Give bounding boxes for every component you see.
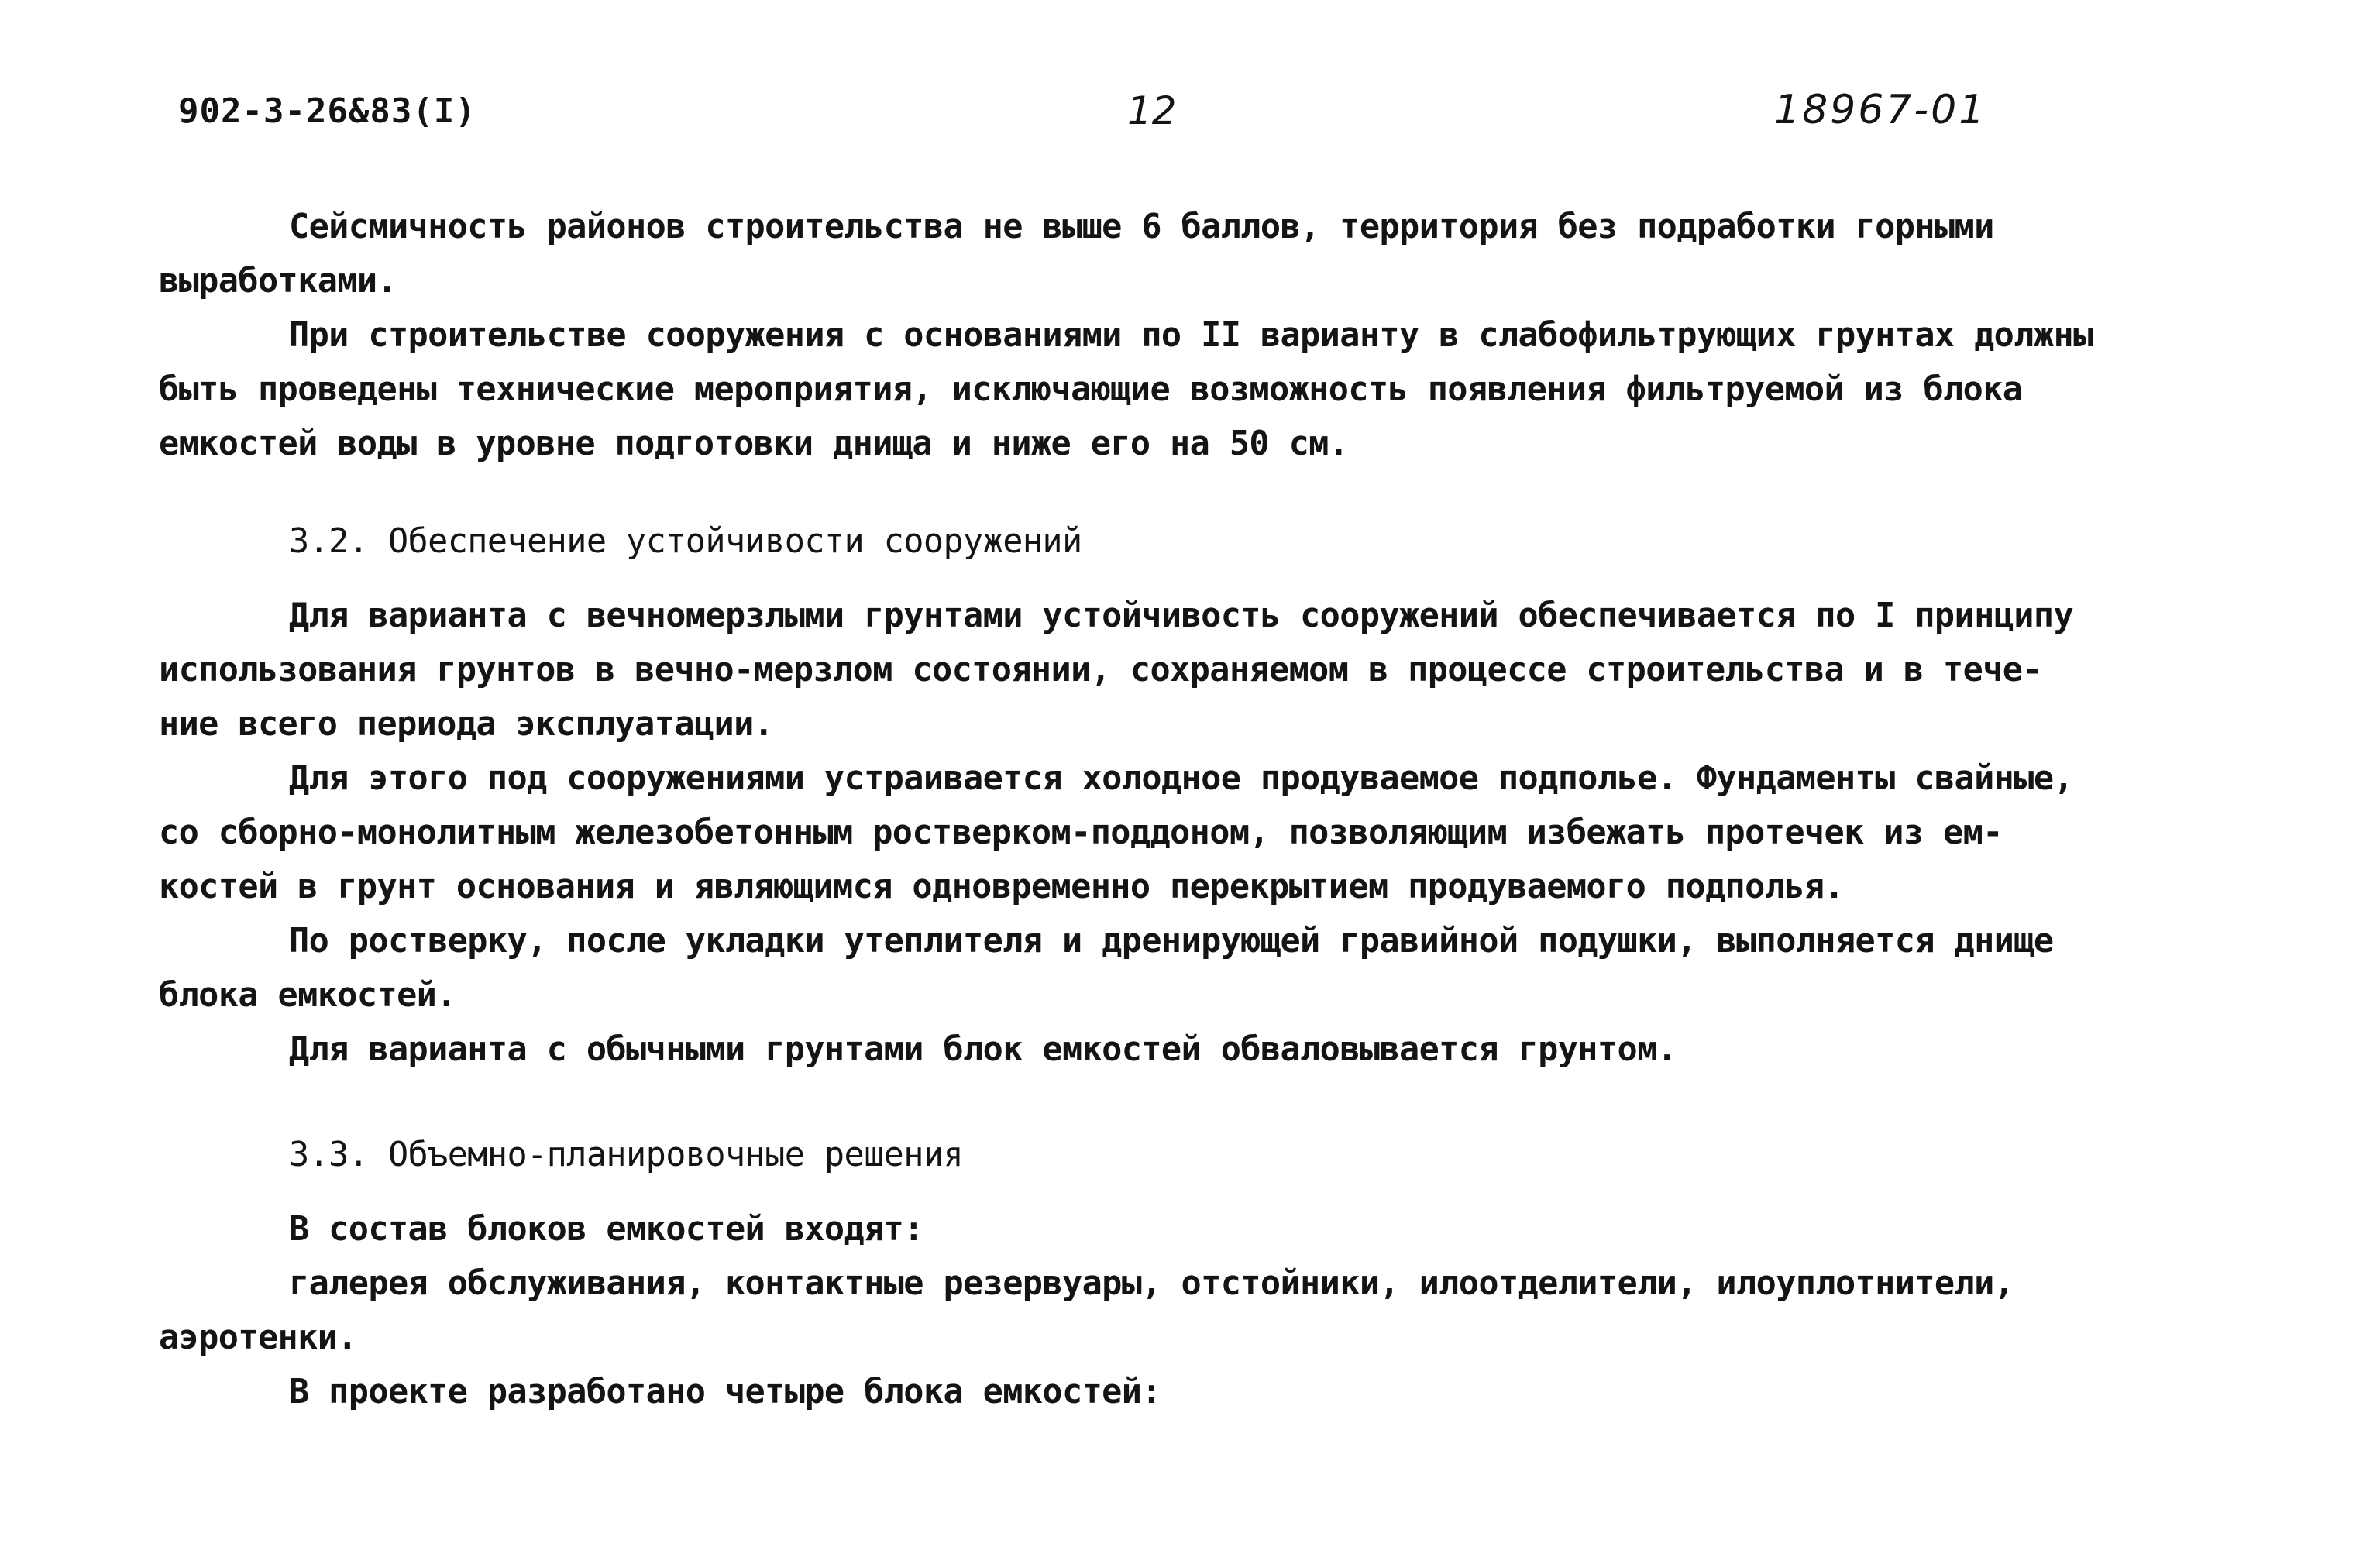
document-code: 902-3-26&83(I) <box>178 91 476 131</box>
document-body <box>159 200 2270 1419</box>
paragraph-four-blocks: В проекте разработано четыре блока емкостей: <box>289 1373 1161 1411</box>
paragraph-grillage: По ростверку, после укладки утеплителя и дренирующей гравийной подушки, выполняется днище блока емкостей. <box>159 922 2054 1015</box>
paragraph-seismicity: Сейсмичность районов строительства не выше 6 баллов, территория без подработки горными выработками. <box>159 208 1994 301</box>
paragraph-ventilated-underfloor: Для этого под сооружениями устраивается холодное продуваемое подполье. Фундаменты свайные, со сборно-монолитным железобетонным ростверком-поддоном, позволяющим избежать протечек из ем- костей в грунт основания и являющимся одновременно перекрытием продуваемого подполья. <box>159 759 2074 906</box>
paragraph-permafrost-variant: Для варианта с вечномерзлыми грунтами устойчивость сооружений обеспечивается по I принципу использования грунтов в вечно-мерзлом состоянии, сохраняемом в процессе строительства и в тече- ние всего периода эксплуатации. <box>159 596 2074 744</box>
paragraph-block-composition: В состав блоков емкостей входят: <box>289 1210 923 1249</box>
page-number: 12 <box>1127 88 1177 133</box>
paragraph-block-elements: галерея обслуживания, контактные резервуары, отстойники, илоотделители, илоуплотнители, аэротенки. <box>159 1264 2014 1357</box>
paragraph-ordinary-soil: Для варианта с обычными грунтами блок емкостей обваловывается грунтом. <box>289 1030 1677 1069</box>
inventory-number: 18967-01 <box>1774 87 1987 133</box>
page-header <box>0 87 2380 153</box>
paragraph-foundation-variant-2: При строительстве сооружения с основаниями по II варианту в слабофильтрующих грунтах должны быть проведены технические мероприятия, исключающие возможность появления фильтруемой из блока емкостей воды в уровне подготовки днища и ниже его на 50 см. <box>159 316 2093 463</box>
section-heading-3-3: 3.3. Объемно-планировочные решения <box>289 1136 964 1174</box>
section-heading-3-2: 3.2. Обеспечение устойчивости сооружений <box>289 522 1082 561</box>
